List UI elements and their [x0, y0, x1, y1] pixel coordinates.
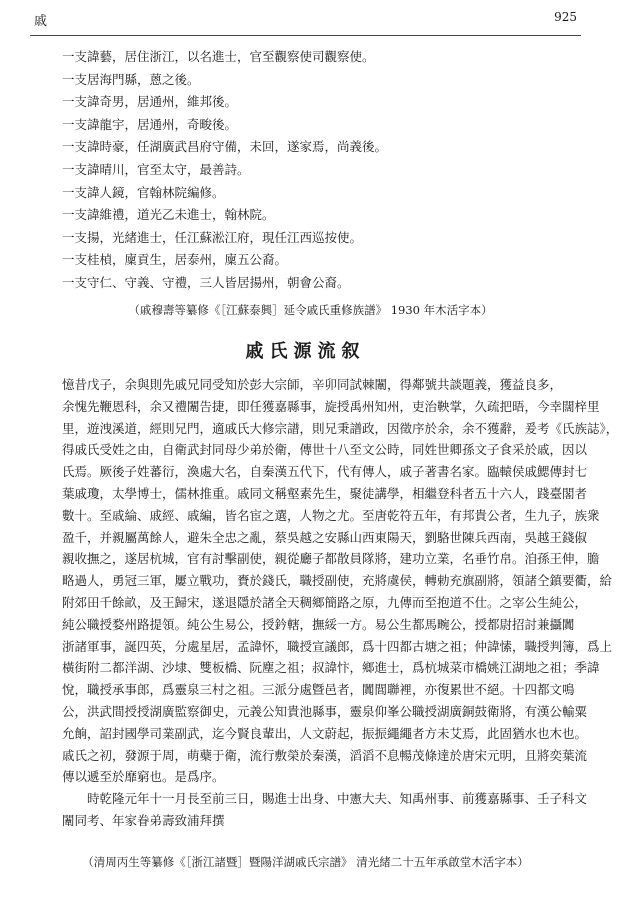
- source-citation-2: （清周丙生等纂修《［浙江諸暨］暨陽洋湖戚氏宗譜》 清光緒二十五年承啟堂木活字本）: [82, 855, 529, 869]
- article-line: 橫街附二都洋湖、沙埭、雙板橋、阮塵之祖；叔諱忭，鄉進士，爲杭城菜市橋姚江湖地之祖；季諱: [62, 660, 600, 676]
- genealogy-line: 一支守仁、守義、守禮，三人皆居揚州，朝會公裔。: [62, 274, 350, 290]
- header-section-char: 戚: [34, 14, 48, 29]
- article-line: 盈千，并親屬萬餘人，避朱全忠之亂，蔡吳越之安縣山西東陽天，劉駱世陳兵西南，吳越王錢俶: [62, 529, 588, 545]
- genealogy-line: 一支諱龍宇，居通州，奇畯後。: [62, 116, 238, 132]
- article-line: 公，洪武間授授湖廣監察御史，元義公知貴池縣事，靈泉仰峯公職授湖廣銅鼓衛將，有漢公輸粟: [62, 703, 588, 719]
- genealogy-line: 一支居海門縣，蒽之後。: [62, 71, 200, 87]
- genealogy-line: 一支諱奇男，居通州，維邦後。: [62, 94, 238, 110]
- article-line: 親收撫之，遂居杭城，官有討擊副使，親從廳子都散員隊將，建功立業，名垂竹帛。洎孫王伸，膽: [62, 551, 600, 567]
- article-line: 里，遊洩溪道，經則兄門，適戚氏大修宗譜，則兄秉譜政，因徵序於余，余不獲辭，爰考《氏族誌》，: [62, 420, 618, 436]
- article-line: 數十。至戚綸、戚經、戚編，皆名宦之選，人物之尤。至唐乾符五年，有邦貴公者，生九子，族衆: [62, 507, 600, 523]
- header-rule: [30, 35, 581, 36]
- article-line: 時乾隆元年十一月長至前三日，賜進士出身、中憲大夫、知禹州事、前獲嘉縣事、壬子科文: [62, 791, 588, 807]
- genealogy-line: 一支桂楨，廩貢生，居泰州，廩五公裔。: [62, 252, 288, 268]
- article-line: 氏焉。厥後子姓蕃衍，渙處大名，自秦漢五代下，代有傳人，戚子著書名家。臨轅侯戚鰓傳封七: [62, 464, 588, 480]
- genealogy-line: 一支諱時豪，任湖廣武昌府守備，未回，遂家焉，尚義後。: [62, 139, 388, 155]
- article-line: 略過人，勇冠三軍，屢立戰功，賚於錢氏，職授副使，充將虞侯，轉勅充旗副將，領諸仝鎮要衢，給: [62, 573, 613, 589]
- article-line: 傳以遞至於靡窮也。是爲序。: [62, 769, 225, 785]
- article-line: 允餉，詔封國學司業副武，迄今賢良輩出，人文蔚起，振振繩繩者方未艾焉，此固猶水也木也。: [62, 725, 588, 741]
- genealogy-line: 一支諱藝，居住浙江，以名進士，官至觀察使司觀察使。: [62, 49, 375, 64]
- page-header: [34, 10, 577, 32]
- genealogy-line: 一支諱晴川，官至太守，最善詩。: [62, 161, 250, 177]
- genealogy-line: 一支諱維禮，道光乙未進士，翰林院。: [62, 207, 275, 223]
- article-title: 戚氏源流叙: [245, 341, 366, 362]
- article-line: 戚氏之初，發源于周，萌蘗于衛，流行敷榮於秦漢，滔滔不息暢茂條達於唐宋元明，且將奕葉流: [62, 747, 588, 763]
- genealogy-line: 一支揚，光緒進士，任江蘇淞江府，現任江西巡按使。: [62, 229, 363, 245]
- article-line: 純公職授婺州路提領。純公生易公，授鈐轄，撫綏一方。易公生都馬畹公，授都尉招討兼攝闐: [62, 616, 575, 632]
- article-line: 葉戚瓊，太學博士，儒林推重。戚同文稱壑素先生，聚徒講學，相繼登科者五十六人，踐臺閣者: [62, 485, 588, 501]
- page-number: 925: [554, 10, 577, 24]
- article-line: 浙諸軍事，誕四英，分處星居，孟諱怀，職授宣議郎，爲十四都古塘之祖；仲諱愫，職授判簿，爲上: [62, 638, 613, 654]
- article-line: 憶昔戊子，余與則先戚兄同受知於彭大宗師，辛卯同試棘闈，得鄰號共談題義，獲益良多，: [62, 377, 563, 392]
- source-citation-1: （戚穆壽等纂修《［江蘇泰興］延令戚氏重修族譜》 1930 年木活字本）: [128, 303, 493, 317]
- article-line: 附郊田千餘畝，及王歸宋，遂退隱於諸全天稠鄉簡路之原，九傳而至抱道不仕。之宰公生純公，: [62, 594, 588, 610]
- genealogy-list: [62, 46, 562, 295]
- article-line: 悅，職授承事郎，爲靈泉三村之祖。三派分處曁邑者，闐閭聯裡，亦復累世不絕。十四都文鳴: [62, 682, 575, 698]
- article-line: 得戚氏受姓之由，自衛武封同母少弟於衛，傳世十八至文公時，同姓世卿孫文子食采於戚，因以: [62, 442, 588, 458]
- article-line: 余愧先鞭恩科，余又禮闈告捷，即任獲嘉縣事，旋授禹州知州，吏治鞅掌，久疏把晤，今幸闊梓里: [62, 398, 600, 414]
- article-body: [62, 374, 618, 832]
- genealogy-line: 一支諱人鏡，官翰林院編修。: [62, 184, 225, 200]
- article-line: 闈同考、年家眷弟壽致浦拜撰: [62, 812, 225, 828]
